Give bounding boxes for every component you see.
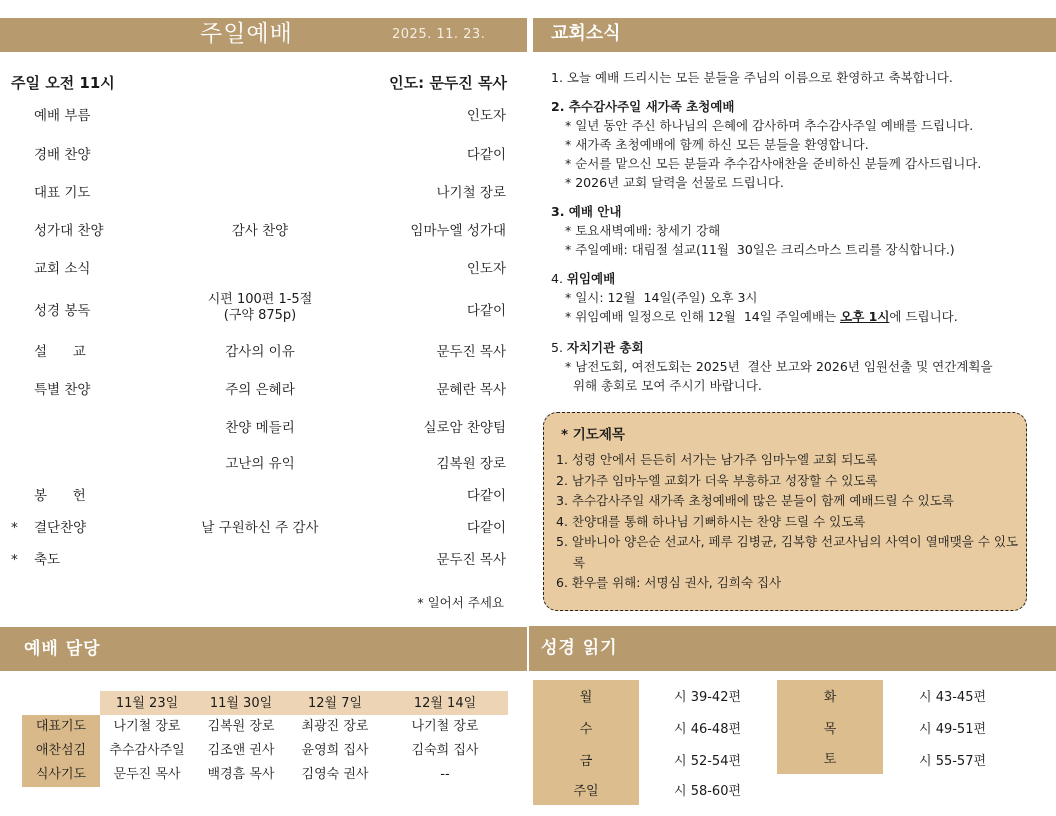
duty-date-row: [22, 691, 508, 715]
prayer-requests-box: [543, 412, 1027, 611]
duty-label: 대표기도: [22, 715, 100, 739]
verse: 시 55-57편: [919, 754, 987, 769]
bible-reading-title: 성경 읽기: [541, 638, 618, 658]
service-leader: 인도: 문두진 목사: [389, 74, 507, 92]
prayer-item: 1. 성령 안에서 든든히 서가는 남가주 임마누엘 교회 되도록: [556, 452, 878, 467]
prayer-item: 5. 알바니아 양은순 선교사, 페루 김병균, 김복향 선교사님의 사역이 열매맺을 수 있도록: [556, 534, 1019, 570]
order-row: 성경 봉독 시편 100편 1-5절 (구약 875p) 다같이: [34, 292, 506, 323]
news-title: 교회소식: [551, 23, 621, 44]
verse: 시 52-54편: [674, 754, 742, 769]
news-item-3: 3. 예배 안내 * 토요새벽예배: 창세기 강해 * 주일예배: 대림절 설교(11월 30일은 크리스마스 트리를 장식합니다.): [551, 204, 955, 257]
table-row: 식사기도 문두진 목사 백경흠 목사 김영숙 권사 --: [22, 763, 508, 787]
order-row: 성가대 찬양 감사 찬양 임마누엘 성가대: [34, 223, 506, 239]
prayer-item: 3. 추수감사주일 새가족 초청예배에 많은 분들이 함께 예배드릴 수 있도록: [556, 493, 954, 508]
verse: 시 43-45편: [919, 690, 987, 705]
duty-table: [22, 691, 508, 787]
stand-marker: *: [11, 552, 18, 568]
duty-label: 식사기도: [22, 763, 100, 787]
service-time: 주일 오전 11시: [11, 74, 115, 92]
duty-date: 12월 14일: [382, 691, 508, 715]
worship-date: 2025. 11. 23.: [392, 27, 486, 42]
order-row: 예배 부름 인도자: [34, 108, 506, 124]
order-row: 고난의 유익 김복원 장로: [225, 456, 506, 472]
stand-note: * 일어서 주세요: [417, 595, 504, 610]
news-item-1: 1. 오늘 예배 드리시는 모든 분들을 주님의 이름으로 환영하고 축복합니다.: [551, 70, 953, 85]
day-label: 수: [579, 722, 593, 737]
duty-date: 12월 7일: [288, 691, 382, 715]
news-item-2: 2. 추수감사주일 새가족 초청예배 * 일년 동안 주신 하나님의 은혜에 감사하며 추수감사주일 예배를 드립니다. * 새가족 초청예배에 함께 하신 모든 분들을 환영합니다. * 순서를 맡으신 모든 분들과 추수감사애찬을 준비하신 분들께 감사드립니다. * 2026년 교회 달력을 선물로 드립니다.: [551, 99, 982, 190]
news-header: [533, 18, 1056, 52]
prayer-item: 2. 남가주 임마누엘 교회가 더욱 부흥하고 성장할 수 있도록: [556, 472, 878, 488]
verse: 시 46-48편: [674, 722, 742, 737]
order-row: 대표 기도 나기철 장로: [34, 185, 506, 201]
bible-reading-header: [529, 626, 1056, 671]
order-row: 설 교 감사의 이유 문두진 목사: [34, 344, 506, 360]
table-row: 애찬섬김 추수감사주일 김조앤 권사 윤영희 집사 김숙희 집사: [22, 739, 508, 763]
verse: 시 58-60편: [674, 784, 742, 799]
duty-header: [0, 627, 527, 671]
news-item-5: 5. 자치기관 총회 * 남전도회, 여전도회는 2025년 결산 보고와 2026년 임원선출 및 연간계획을 위해 총회로 모여 주시기 바랍니다.: [551, 340, 993, 393]
day-label: 월: [579, 690, 593, 705]
order-row: * 결단찬양 날 구원하신 주 감사 다같이: [0, 517, 520, 539]
duty-label: 애찬섬김: [22, 739, 100, 763]
table-row: 대표기도 나기철 장로 김복원 장로 최광진 장로 나기철 장로: [22, 715, 508, 739]
verse: 시 39-42편: [674, 690, 742, 705]
prayer-title: * 기도제목: [561, 427, 625, 443]
emphasized-time: 오후 1시: [840, 309, 890, 324]
prayer-list: [556, 450, 1026, 594]
order-row: 경배 찬양 다같이: [34, 147, 506, 163]
order-row: 특별 찬양 주의 은혜라 문혜란 목사: [34, 382, 506, 398]
news-item-4: 4. 위임예배 * 일시: 12월 14일(주일) 오후 3시 * 위임예배 일정으로 인해 12월 14일 주일예배는 오후 1시에 드립니다.: [551, 271, 958, 324]
day-label: 화: [823, 690, 837, 705]
worship-header: [0, 18, 527, 52]
duty-title: 예배 담당: [24, 639, 101, 659]
stand-marker: *: [11, 520, 18, 536]
order-row: 봉 헌 다같이: [34, 488, 506, 504]
prayer-item: 6. 환우를 위해: 서명심 권사, 김희숙 집사: [556, 575, 782, 590]
order-row: 찬양 메들리 실로암 찬양팀: [225, 420, 506, 436]
worship-title: 주일예배: [200, 21, 293, 47]
day-label: 목: [823, 722, 837, 737]
order-row: * 축도 문두진 목사: [0, 549, 520, 571]
prayer-item: 4. 찬양대를 통해 하나님 기뻐하시는 찬양 드릴 수 있도록: [556, 513, 866, 529]
day-label: 금: [579, 754, 593, 769]
scripture-reference: 시편 100편 1-5절 (구약 875p): [207, 292, 313, 323]
bible-days-left: [533, 680, 639, 805]
duty-date: 11월 23일: [100, 691, 194, 715]
order-row: 교회 소식 인도자: [34, 261, 506, 277]
verse: 시 49-51편: [919, 722, 987, 737]
bible-days-right: [777, 680, 883, 774]
duty-date: 11월 30일: [194, 691, 288, 715]
day-label: 주일: [573, 784, 599, 799]
day-label: 토: [823, 752, 837, 767]
